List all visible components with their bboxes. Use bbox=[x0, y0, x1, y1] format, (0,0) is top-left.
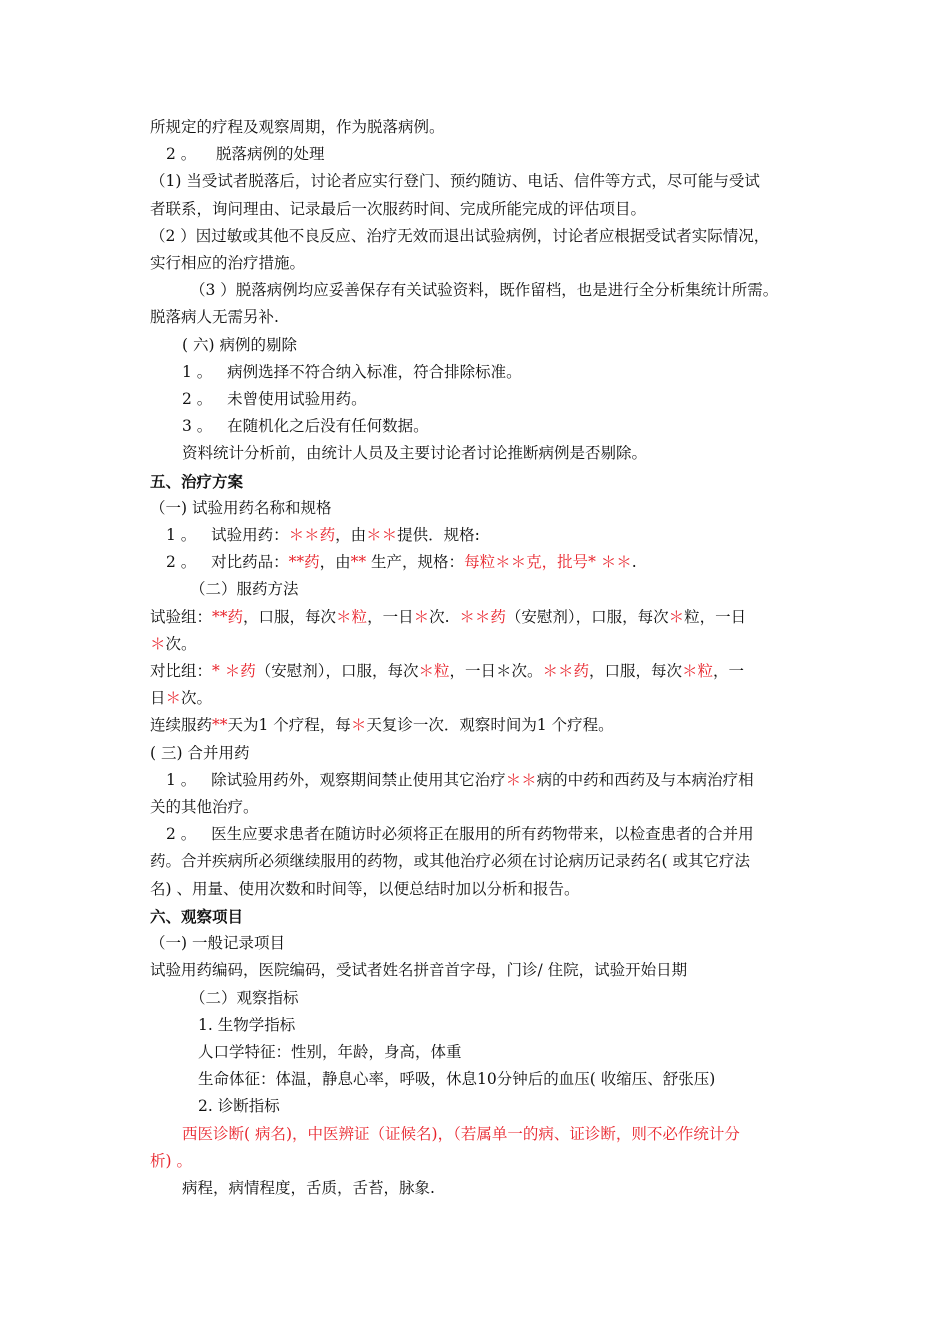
text-segment: （二）服药方法 bbox=[190, 580, 299, 599]
text-line bbox=[150, 604, 810, 631]
text-segment: 生产，规格： bbox=[371, 553, 465, 572]
text-segment: 者联系，询问理由、记录最后一次服药时间、完成所能完成的评估项目。 bbox=[150, 199, 647, 218]
text-segment: 1 。 病例选择不符合纳入标准，符合排除标准。 bbox=[182, 362, 522, 381]
text-segment: （一) 一般记录项目 bbox=[150, 934, 285, 953]
text-segment: 脱落病人无需另补. bbox=[150, 308, 279, 327]
text-line bbox=[150, 1093, 810, 1120]
placeholder-text: ＊ bbox=[668, 607, 685, 626]
text-segment: 试验组： bbox=[150, 607, 213, 626]
text-line bbox=[150, 1012, 810, 1039]
text-segment: （2 ）因过敏或其他不良反应、治疗无效而退出试验病例，讨论者应根据受试者实际情况， bbox=[150, 226, 770, 245]
text-segment: 日 bbox=[150, 689, 166, 708]
text-segment: 1 。 试验用药： bbox=[166, 526, 289, 545]
text-line bbox=[150, 930, 810, 957]
text-segment: 人口学特征：性别，年龄，身高，体重 bbox=[198, 1042, 462, 1061]
text-line bbox=[150, 1066, 810, 1093]
text-segment: 药。合并疾病所必须继续服用的药物，或其他治疗必须在讨论病历记录药名( 或其它疗法 bbox=[150, 852, 750, 871]
section-heading bbox=[150, 468, 810, 495]
text-segment: 五、治疗方案 bbox=[150, 471, 244, 491]
placeholder-text: ** bbox=[350, 553, 372, 572]
text-line bbox=[150, 359, 810, 386]
placeholder-text: ＊＊ bbox=[505, 770, 537, 789]
text-segment: 次。 bbox=[165, 634, 197, 653]
text-segment: ( 三) 合并用药 bbox=[150, 743, 250, 762]
text-segment: 病的中药和西药及与本病治疗相 bbox=[536, 770, 754, 789]
text-line bbox=[150, 821, 810, 848]
text-line bbox=[150, 1121, 810, 1148]
text-line bbox=[150, 658, 810, 685]
text-line bbox=[150, 631, 810, 658]
text-segment: 资料统计分析前，由统计人员及主要讨论者讨论推断病例是否剔除。 bbox=[182, 444, 648, 463]
text-line bbox=[150, 1175, 810, 1202]
text-segment: （安慰剂），口服，每次 bbox=[255, 662, 419, 681]
text-segment: 次. bbox=[429, 607, 460, 626]
text-line bbox=[150, 740, 810, 767]
text-segment: . bbox=[631, 553, 637, 572]
text-segment: 2. 诊断指标 bbox=[198, 1097, 280, 1116]
text-segment: 试验用药编码，医院编码，受试者姓名拼音首字母，门诊/ 住院，试验开始日期 bbox=[150, 961, 688, 980]
text-segment: 实行相应的治疗措施。 bbox=[150, 254, 306, 273]
placeholder-text: **药 bbox=[288, 553, 320, 572]
text-segment: 2 。 未曾使用试验用药。 bbox=[182, 390, 367, 409]
placeholder-text: ** bbox=[212, 716, 228, 735]
text-line bbox=[150, 223, 810, 250]
text-segment: ，口服，每次 bbox=[589, 662, 683, 681]
text-segment: （一) 试验用药名称和规格 bbox=[150, 498, 332, 517]
text-segment: 天为1 个疗程，每 bbox=[227, 716, 351, 735]
text-segment: ，一日 bbox=[367, 607, 414, 626]
text-segment: 生命体征：体温，静息心率，呼吸，休息10分钟后的血压( 收缩压、舒张压) bbox=[198, 1070, 716, 1089]
text-segment: 2 。 医生应要求患者在随访时必须将正在服用的所有药物带来，以检查患者的合并用 bbox=[166, 825, 754, 844]
text-line bbox=[150, 1039, 810, 1066]
placeholder-text: ＊ bbox=[413, 607, 430, 626]
text-segment: 六、观察项目 bbox=[150, 906, 244, 926]
text-line bbox=[150, 386, 810, 413]
text-segment: （1) 当受试者脱落后，讨论者应实行登门、预约随访、电话、信件等方式，尽可能与受试 bbox=[150, 172, 760, 191]
text-line bbox=[150, 168, 810, 195]
text-line bbox=[150, 985, 810, 1012]
text-line bbox=[150, 876, 810, 903]
text-segment: 所规定的疗程及观察周期，作为脱落病例。 bbox=[150, 118, 445, 136]
placeholder-text: ＊＊药 bbox=[288, 526, 336, 545]
text-segment: 病程，病情程度，舌质，舌苔，脉象. bbox=[182, 1178, 435, 1197]
text-line bbox=[150, 549, 810, 576]
text-segment: 名) 、用量、使用次数和时间等，以便总结时加以分析和报告。 bbox=[150, 879, 580, 898]
placeholder-text: ＊＊药 bbox=[542, 662, 590, 681]
text-segment: 对比组： bbox=[150, 662, 213, 681]
text-line bbox=[150, 576, 810, 603]
text-line bbox=[150, 413, 810, 440]
text-segment: 2 。 对比药品： bbox=[166, 553, 289, 572]
text-line bbox=[150, 767, 810, 794]
text-line bbox=[150, 685, 810, 712]
placeholder-text: ＊ bbox=[350, 716, 367, 735]
text-line bbox=[150, 250, 810, 277]
placeholder-text: ＊＊药 bbox=[459, 607, 506, 626]
text-segment: （安慰剂），口服，每次 bbox=[505, 607, 669, 626]
text-segment: ，一 bbox=[713, 662, 745, 681]
text-segment: 1. 生物学指标 bbox=[198, 1015, 296, 1034]
text-line bbox=[150, 141, 810, 168]
text-segment: 1 。 除试验用药外，观察期间禁止使用其它治疗 bbox=[166, 770, 506, 789]
text-segment: ，由 bbox=[319, 553, 351, 572]
text-segment: 提供．规格: bbox=[397, 526, 480, 545]
text-segment: 3 。 在随机化之后没有任何数据。 bbox=[182, 417, 429, 436]
text-segment: 连续服药 bbox=[150, 716, 213, 735]
placeholder-text: ＊ bbox=[165, 689, 182, 708]
placeholder-text: * ＊药 bbox=[212, 662, 256, 681]
text-line bbox=[150, 794, 810, 821]
placeholder-text: 析) 。 bbox=[150, 1151, 192, 1170]
text-line bbox=[150, 440, 810, 467]
document-page bbox=[150, 114, 810, 1202]
text-segment: 2 。 脱落病例的处理 bbox=[166, 145, 325, 164]
text-segment: （3 ）脱落病例均应妥善保存有关试验资料，既作留档，也是进行全分析集统计所需。 bbox=[190, 281, 779, 300]
placeholder-text: ＊ bbox=[150, 634, 166, 653]
text-segment: 天复诊一次．观察时间为1 个疗程。 bbox=[366, 716, 614, 735]
text-line bbox=[150, 114, 810, 141]
text-line bbox=[150, 522, 810, 549]
text-line bbox=[150, 277, 810, 304]
text-segment: ，口服，每次 bbox=[243, 607, 337, 626]
placeholder-text: ＊粒 bbox=[682, 662, 714, 681]
text-segment: ( 六) 病例的剔除 bbox=[182, 335, 297, 354]
text-line bbox=[150, 495, 810, 522]
text-line bbox=[150, 848, 810, 875]
text-line bbox=[150, 712, 810, 739]
text-line bbox=[150, 304, 810, 331]
text-segment: 粒，一日 bbox=[684, 607, 747, 626]
placeholder-text: 西医诊断( 病名)，中医辨证（证候名)，（若属单一的病、证诊断，则不必作统计分 bbox=[182, 1124, 740, 1143]
placeholder-text: ＊粒 bbox=[336, 607, 368, 626]
text-line bbox=[150, 332, 810, 359]
placeholder-text: **药 bbox=[212, 607, 244, 626]
text-line bbox=[150, 957, 810, 984]
text-line bbox=[150, 1148, 810, 1175]
placeholder-text: 每粒＊＊克，批号* ＊＊ bbox=[464, 553, 632, 572]
text-segment: 次。 bbox=[181, 689, 213, 708]
text-segment: ，一日＊次。 bbox=[449, 662, 543, 681]
text-line bbox=[150, 196, 810, 223]
text-segment: ，由 bbox=[335, 526, 367, 545]
text-segment: （二）观察指标 bbox=[190, 988, 299, 1007]
text-segment: 关的其他治疗。 bbox=[150, 798, 259, 817]
section-heading bbox=[150, 903, 810, 930]
placeholder-text: ＊＊ bbox=[366, 526, 398, 545]
placeholder-text: ＊粒 bbox=[418, 662, 450, 681]
